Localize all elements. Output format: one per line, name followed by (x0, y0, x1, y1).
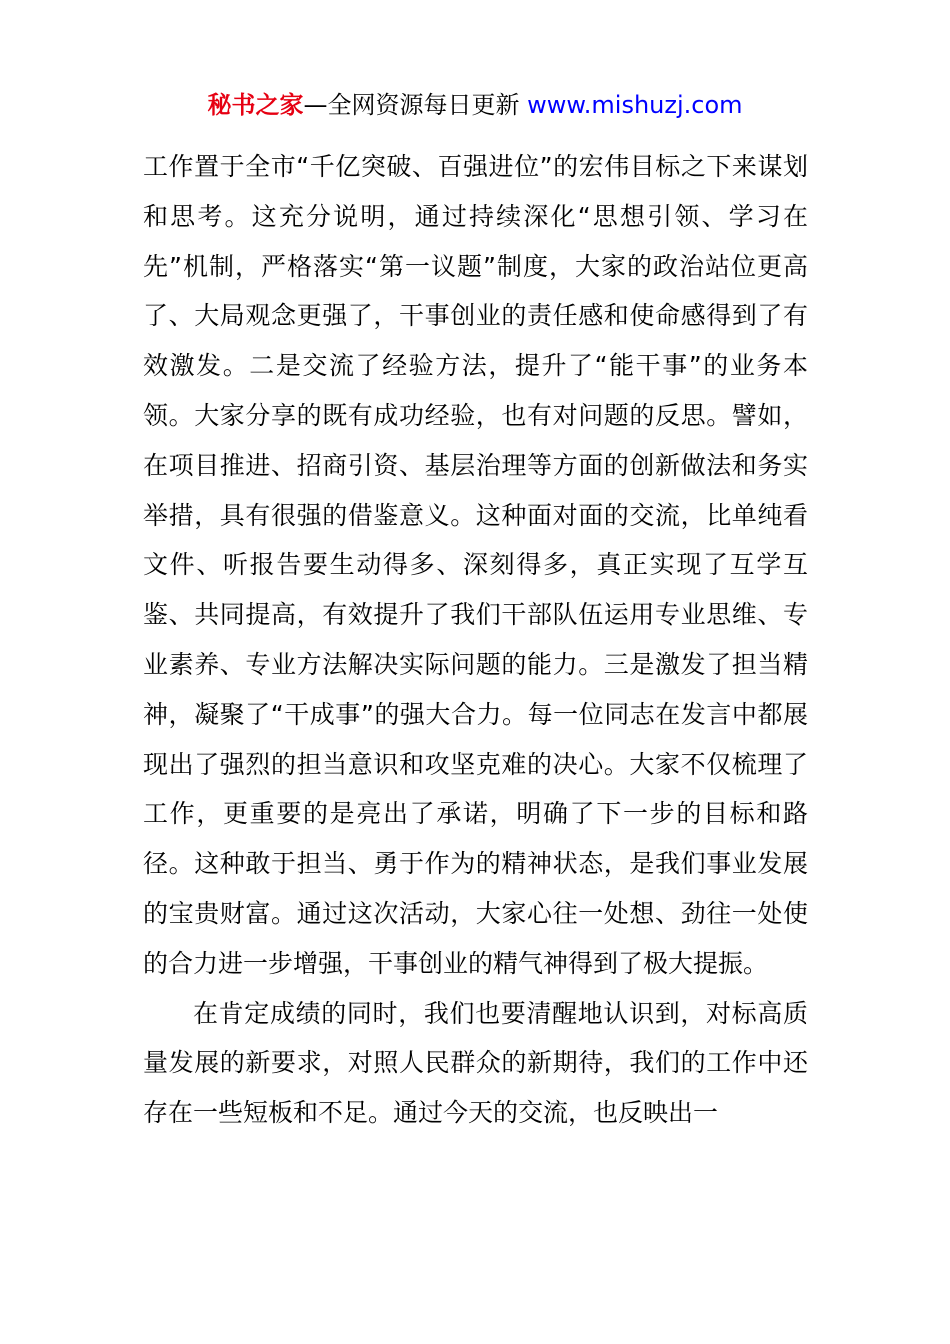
body-paragraph: 在肯定成绩的同时，我们也要清醒地认识到，对标高质量发展的新要求，对照人民群众的新期待，我们的工作中还存在一些短板和不足。通过今天的交流，也反映出一 (143, 998, 808, 1128)
body-paragraph: 工作置于全市“千亿突破、百强进位”的宏伟目标之下来谋划和思考。这充分说明，通过持续深化“思想引领、学习在先”机制，严格落实“第一议题”制度，大家的政治站位更高了、大局观念更强了，干事创业的责任感和使命感得到了有效激发。二是交流了经验方法，提升了“能干事”的业务本领。大家分享的既有成功经验，也有对问题的反思。譬如，在项目推进、招商引资、基层治理等方面的创新做法和务实举措，具有很强的借鉴意义。这种面对面的交流，比单纯看文件、听报告要生动得多、深刻得多，真正实现了互学互鉴、共同提高，有效提升了我们干部队伍运用专业思维、专业素养、专业方法解决实际问题的能力。三是激发了担当精神，凝聚了“干成事”的强大合力。每一位同志在发言中都展现出了强烈的担当意识和攻坚克难的决心。大家不仅梳理了工作，更重要的是亮出了承诺，明确了下一步的目标和路径。这种敢于担当、勇于作为的精神状态，是我们事业发展的宝贵财富。通过这次活动，大家心往一处想、劲往一处使的合力进一步增强，干事创业的精气神得到了极大提振。 (143, 152, 808, 978)
header-tagline: —全网资源每日更新 (303, 91, 528, 119)
page-header (0, 88, 950, 122)
site-url-link[interactable]: www.mishuzj.com (527, 91, 743, 119)
brand-name: 秘书之家 (207, 91, 304, 119)
document-body (143, 142, 808, 1138)
